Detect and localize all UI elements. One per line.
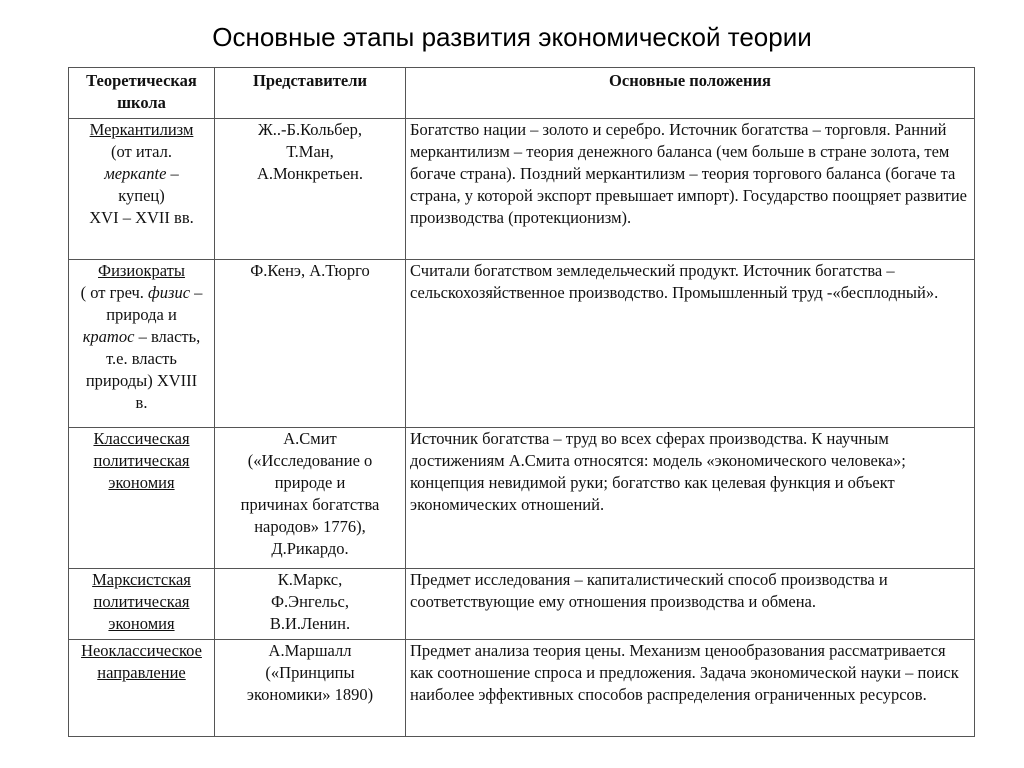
reps-cell (215, 119, 406, 260)
school-text: – власть, (134, 327, 201, 346)
school-cell (69, 119, 215, 260)
rep-text: («Исследование о (247, 451, 373, 470)
rep-name: А.Монкретьен. (257, 164, 363, 183)
rep-name: А.Смит (283, 429, 337, 448)
school-period: природы) XVIII (85, 371, 198, 390)
economic-theory-table (68, 67, 975, 737)
school-text: природа и (106, 305, 177, 324)
school-cell (69, 428, 215, 569)
header-school: Теоретическая школа (69, 68, 215, 119)
school-name: Классическая (93, 429, 190, 448)
rep-text: («Принципы (265, 663, 355, 682)
table-row (69, 260, 975, 428)
school-text: т.е. власть (106, 349, 177, 368)
school-name: экономия (108, 473, 175, 492)
main-cell: Источник богатства – труд во всех сферах производства. К научным достижениям А.Смита относятся: модель «экономического человека»; концепция невидимой руки; богатство как целевая функция и объект экономических отношений. (406, 428, 975, 569)
main-cell: Предмет исследования – капиталистический способ производства и соответствующие ему отношения производства и обмена. (406, 569, 975, 640)
school-cell (69, 569, 215, 640)
table-row (69, 569, 975, 640)
table-row (69, 428, 975, 569)
rep-text: причинах богатства (240, 495, 380, 514)
school-text: (от итал. (111, 142, 172, 161)
reps-cell (215, 640, 406, 737)
table-row (69, 640, 975, 737)
main-cell: Считали богатством земледельческий продукт. Источник богатства – сельскохозяйственное производство. Промышленный труд -«бесплодный». (406, 260, 975, 428)
school-text: купец) (118, 186, 165, 205)
header-main: Основные положения (406, 68, 975, 119)
school-text: – (190, 283, 203, 302)
school-text: – (166, 164, 179, 183)
main-cell: Предмет анализа теория цены. Механизм ценообразования рассматривается как соотношение спроса и предложения. Задача экономической науки – поиск наиболее эффективных способов распределения ограниченных ресурсов. (406, 640, 975, 737)
reps-cell (215, 260, 406, 428)
school-name: направление (97, 663, 186, 682)
rep-name: Ф.Энгельс, (271, 592, 349, 611)
school-text: в. (135, 393, 148, 412)
reps-cell (215, 428, 406, 569)
header-reps: Представители (215, 68, 406, 119)
table-row (69, 119, 975, 260)
school-term: меркante (104, 164, 167, 183)
school-cell (69, 260, 215, 428)
school-term: физис (148, 283, 191, 302)
rep-name: Т.Ман, (286, 142, 334, 161)
school-name: экономия (108, 614, 175, 633)
school-text: ( от греч. (80, 283, 149, 302)
rep-text: народов» 1776), (254, 517, 366, 536)
rep-name: Д.Рикардо. (271, 539, 349, 558)
school-name: политическая (93, 451, 190, 470)
school-name: Физиократы (98, 261, 185, 280)
reps-cell (215, 569, 406, 640)
table-header-row (69, 68, 975, 119)
school-cell (69, 640, 215, 737)
school-name: Марксистская (92, 570, 191, 589)
page-title: Основные этапы развития экономической теории (212, 22, 812, 52)
rep-name: В.И.Ленин. (269, 614, 351, 633)
school-period: XVI – XVII вв. (89, 208, 194, 227)
rep-name: А.Маршалл (268, 641, 352, 660)
rep-text: экономики» 1890) (246, 685, 374, 704)
main-cell: Богатство нации – золото и серебро. Источник богатства – торговля. Ранний меркантилизм – теория денежного баланса (чем больше в стране золота, тем богаче страна). Поздний меркантилизм – теория торгового баланса (богаче та страна, у которой экспорт превышает импорт). Государство поощряет развитие производства (протекционизм). (406, 119, 975, 260)
school-name: политическая (93, 592, 190, 611)
school-name: Неоклассическое (81, 641, 202, 660)
school-name: Меркантилизм (89, 120, 194, 139)
rep-name: Ж..-Б.Кольбер, (258, 120, 362, 139)
rep-text: природе и (274, 473, 346, 492)
rep-name: К.Маркс, (277, 570, 343, 589)
school-term: кратос (82, 327, 135, 346)
rep-name: Ф.Кенэ, А.Тюрго (250, 261, 370, 280)
